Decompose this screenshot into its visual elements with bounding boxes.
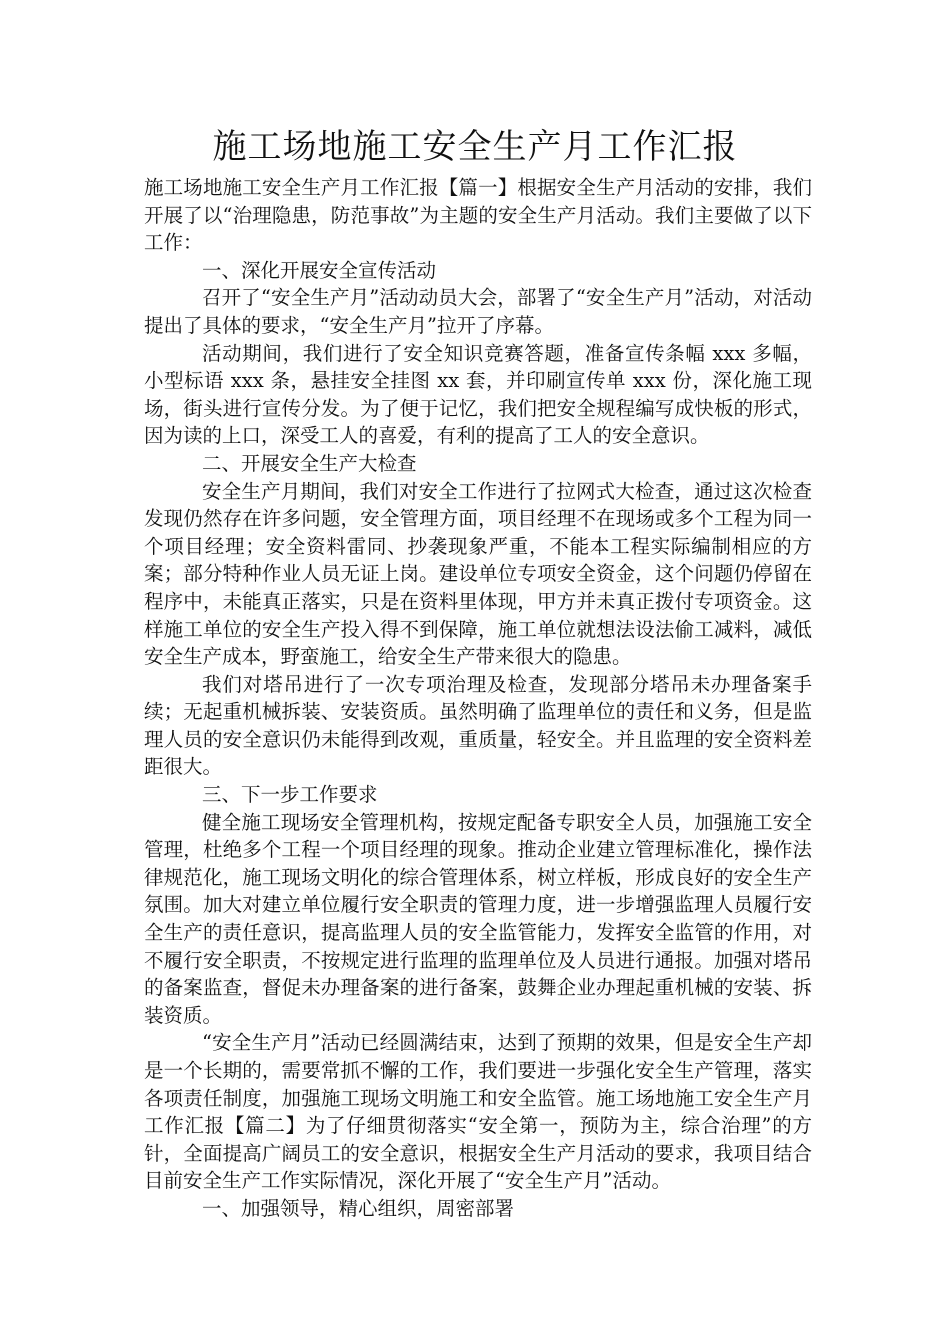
paragraph: 一、加强领导，精心组织，周密部署	[202, 1196, 515, 1220]
paragraph: 我们对塔吊进行了一次专项治理及检查，发现部分塔吊未办理备案手续；无起重机械拆装、安装资质。虽然明确了监理单位的责任和义务，但是监理人员的安全意识仍未能得到改观，重质量，轻安全。并且监理的安全资料差距很大。	[144, 672, 812, 779]
paragraph: “安全生产月”活动已经圆满结束，达到了预期的效果，但是安全生产却是一个长期的，需要常抓不懈的工作，我们要进一步强化安全生产管理，落实各项责任制度，加强施工现场文明施工和安全监管。施工场地施工安全生产月工作汇报【篇二】为了仔细贯彻落实“安全第一，预防为主，综合治理”的方针，全面提高广阔员工的安全意识，根据安全生产月活动的要求，我项目结合目前安全生产工作实际情况，深化开展了“安全生产月”活动。	[144, 1031, 812, 1193]
document-title: 施工场地施工安全生产月工作汇报	[212, 127, 738, 167]
document-body	[144, 174, 812, 1223]
paragraph: 三、下一步工作要求	[202, 783, 378, 807]
paragraph: 安全生产月期间，我们对安全工作进行了拉网式大检查，通过这次检查发现仍然存在许多问题，安全管理方面，项目经理不在现场或多个工程为同一个项目经理；安全资料雷同、抄袭现象严重，不能本工程实际编制相应的方案；部分特种作业人员无证上岗。建设单位专项安全资金，这个问题仍停留在程序中，未能真正落实，只是在资料里体现，甲方并未真正拨付专项资金。这样施工单位的安全生产投入得不到保障，施工单位就想法设法偷工减料，减低安全生产成本，野蛮施工，给安全生产带来很大的隐患。	[144, 479, 812, 669]
paragraph: 施工场地施工安全生产月工作汇报【篇一】根据安全生产月活动的安排，我们开展了以“治理隐患，防范事故”为主题的安全生产月活动。我们主要做了以下工作：	[144, 176, 812, 255]
paragraph: 二、开展安全生产大检查	[202, 451, 417, 475]
paragraph: 健全施工现场安全管理机构，按规定配备专职安全人员，加强施工安全管理，杜绝多个工程一个项目经理的现象。推动企业建立管理标准化，操作法律规范化，施工现场文明化的综合管理体系，树立样板，形成良好的安全生产氛围。加大对建立单位履行安全职责的管理力度，进一步增强监理人员履行安全生产的责任意识，提高监理人员的安全监管能力，发挥安全监管的作用，对不履行安全职责，不按规定进行监理的监理单位及人员进行通报。加强对塔吊的备案监查，督促未办理备案的进行备案，鼓舞企业办理起重机械的安装、拆装资质。	[144, 810, 812, 1027]
paragraph: 召开了“安全生产月”活动动员大会，部署了“安全生产月”活动，对活动提出了具体的要求，“安全生产月”拉开了序幕。	[144, 286, 812, 337]
paragraph: 活动期间，我们进行了安全知识竞赛答题，准备宣传条幅 xxx 多幅，小型标语 xxx 条，悬挂安全挂图 xx 套，并印刷宣传单 xxx 份，深化施工现场，街头进行宣传分发。为了便于记忆，我们把安全规程编写成快板的形式，因为读的上口，深受工人的喜爱，有利的提高了工人的安全意识。	[144, 341, 812, 448]
paragraph: 一、深化开展安全宣传活动	[202, 258, 437, 282]
